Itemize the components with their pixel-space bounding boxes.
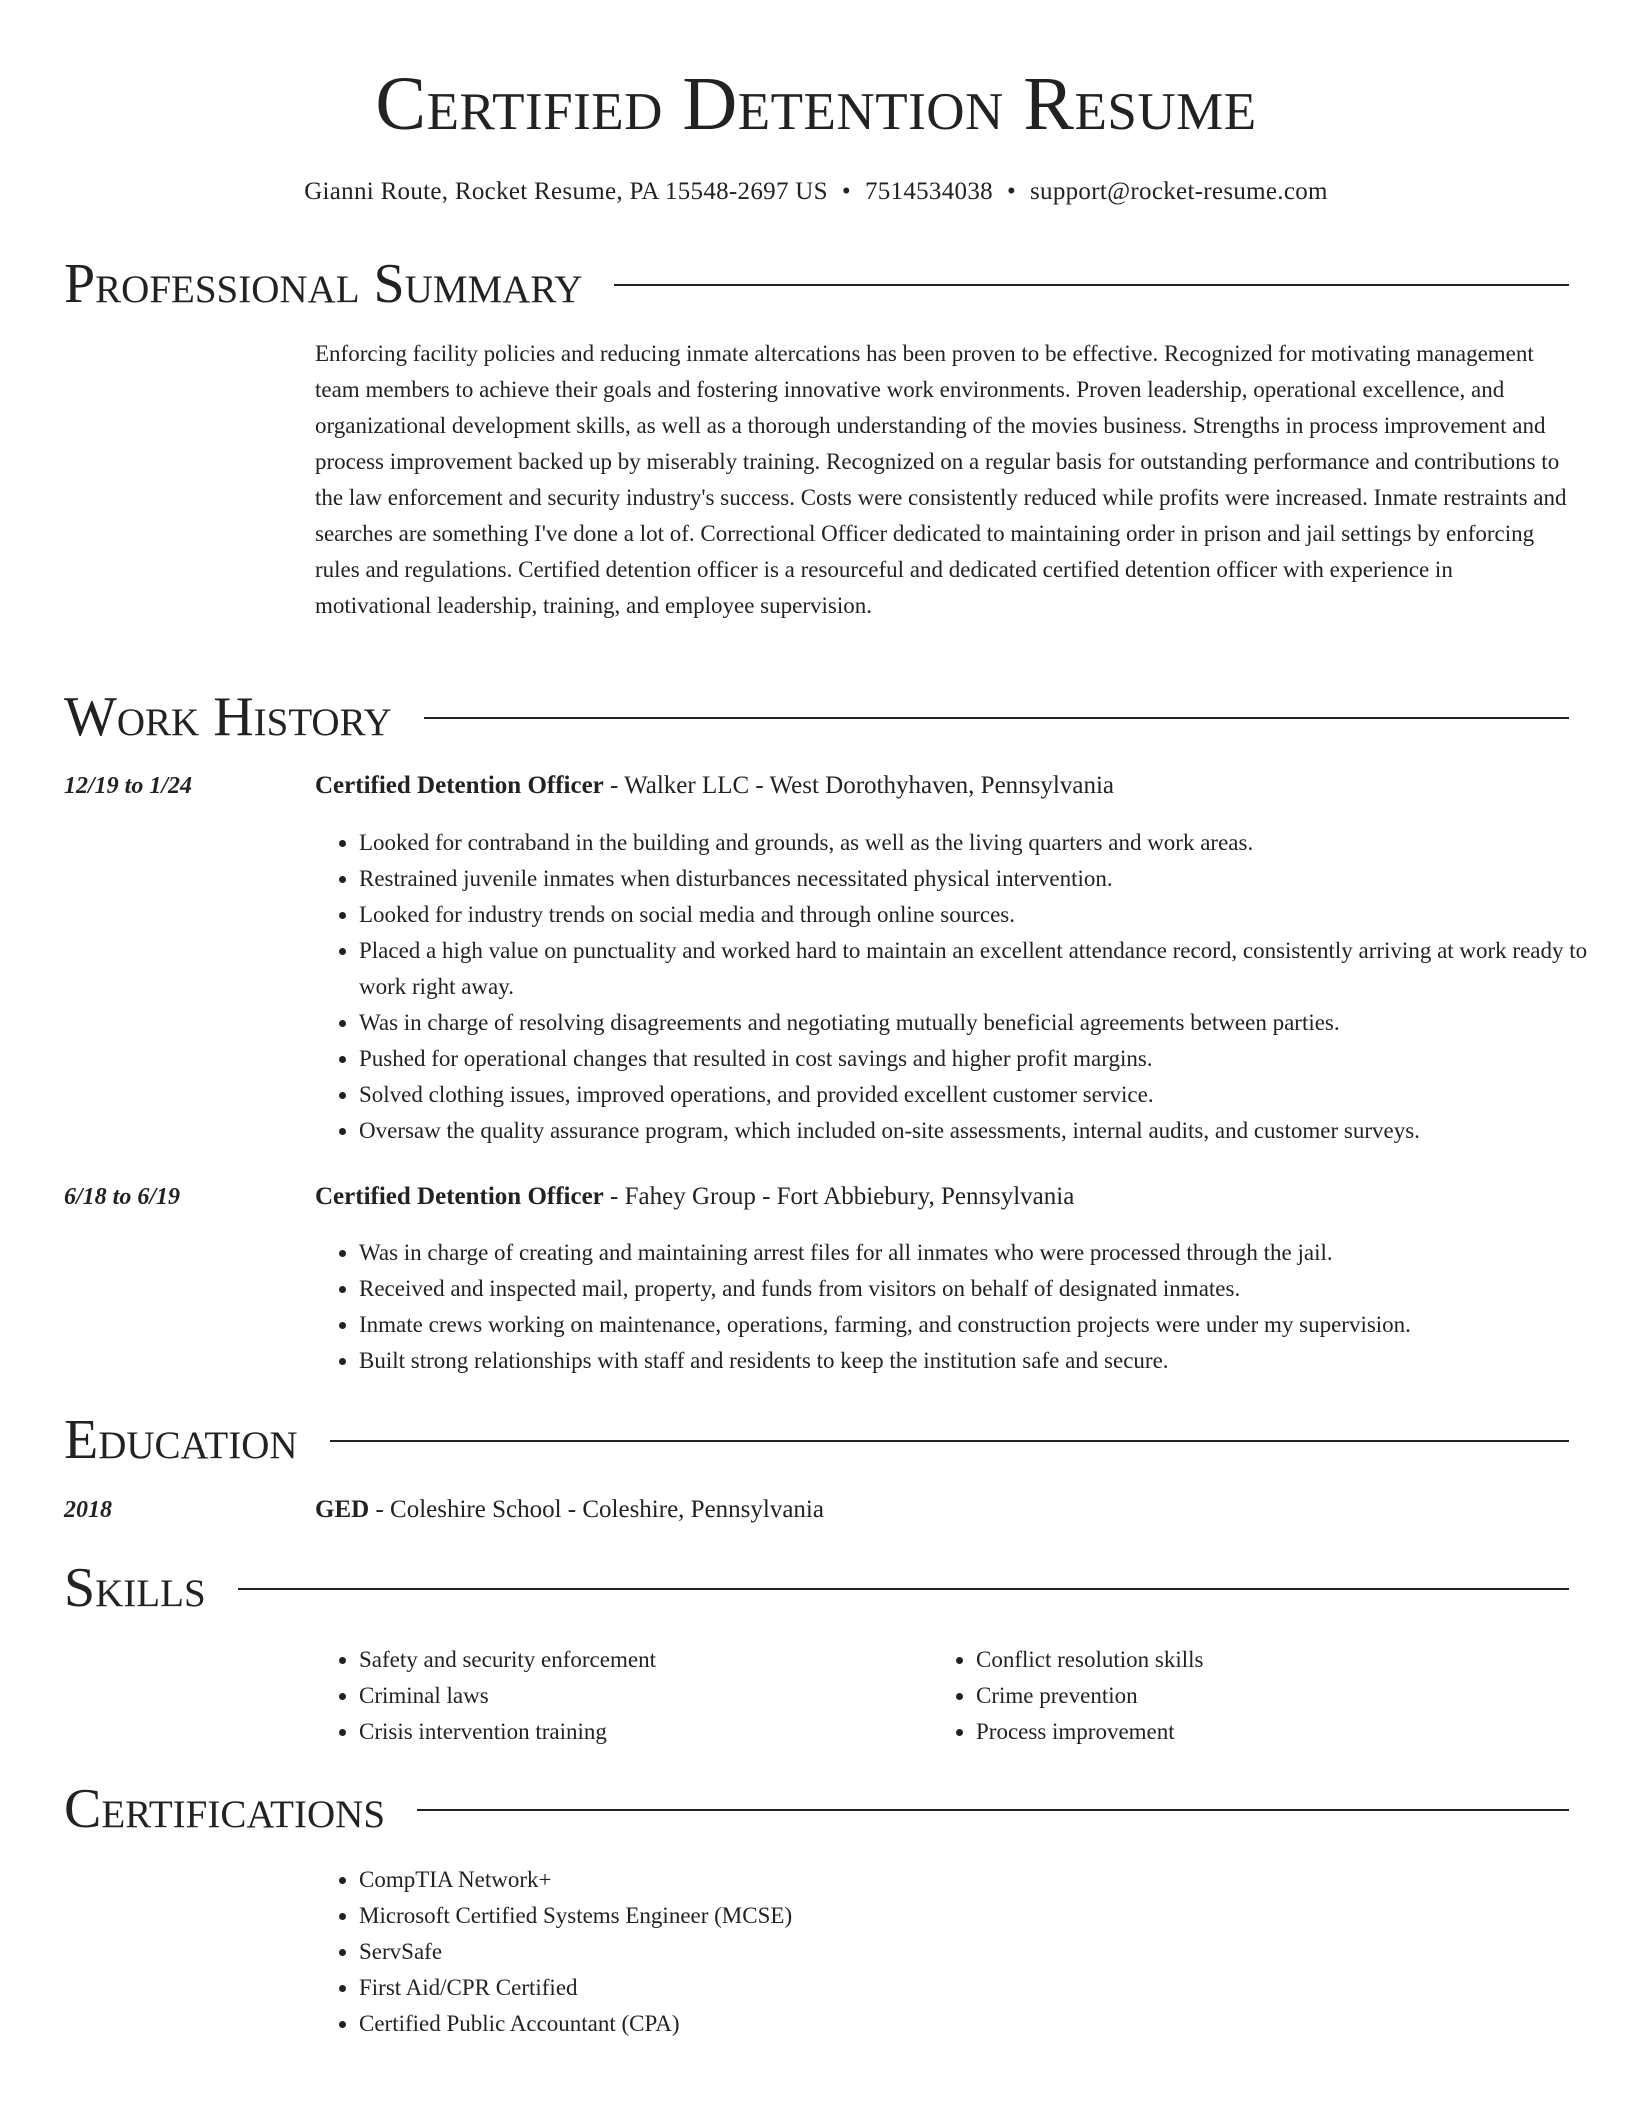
list-item: • Criminal laws — [359, 1678, 939, 1714]
job-dates: 6/18 to 6/19 — [64, 1184, 181, 1210]
list-item: • Built strong relationships with staff and residents to keep the institution safe and secure. — [359, 1343, 1613, 1379]
list-item: • ServSafe — [359, 1934, 1613, 1970]
section-header-summary — [64, 254, 1569, 314]
education-school: - Coleshire School - Coleshire, Pennsylvania — [369, 1496, 824, 1523]
section-title: Skills — [64, 1557, 206, 1619]
contact-line — [0, 176, 1632, 208]
skills-list-left — [315, 1642, 939, 1750]
certifications-list — [315, 1862, 1613, 2042]
section-title: Professional Summary — [64, 253, 583, 315]
list-item: • Oversaw the quality assurance program, which included on-site assessments, internal audits, and customer surveys. — [359, 1113, 1613, 1149]
section-divider — [417, 1809, 1569, 1811]
list-item: • Conflict resolution skills — [976, 1642, 1576, 1678]
job-bullets — [315, 825, 1613, 1149]
contact-email: support@rocket-resume.com — [1030, 178, 1328, 205]
list-item: • Placed a high value on punctuality and worked hard to maintain an excellent attendance record, consistently arriving at work ready to work right away. — [359, 933, 1613, 1005]
list-item: • Looked for contraband in the building and grounds, as well as the living quarters and work areas. — [359, 825, 1613, 861]
list-item: • Received and inspected mail, property, and funds from visitors on behalf of designated inmates. — [359, 1271, 1613, 1307]
section-divider — [614, 284, 1569, 286]
job-title: Certified Detention Officer — [315, 1183, 604, 1210]
list-item: • Was in charge of resolving disagreements and negotiating mutually beneficial agreements between parties. — [359, 1005, 1613, 1041]
job-employer: - Walker LLC - West Dorothyhaven, Pennsylvania — [603, 772, 1114, 799]
job-title: Certified Detention Officer — [315, 772, 604, 799]
job-employer: - Fahey Group - Fort Abbiebury, Pennsylvania — [603, 1183, 1075, 1210]
list-item: • Solved clothing issues, improved operations, and provided excellent customer service. — [359, 1077, 1613, 1113]
section-header-work-history — [64, 687, 1569, 747]
section-divider — [330, 1440, 1569, 1442]
section-title: Work History — [64, 686, 392, 748]
section-title: Certifications — [64, 1778, 386, 1840]
education-year: 2018 — [64, 1497, 112, 1523]
list-item: • Process improvement — [976, 1714, 1576, 1750]
resume-title: Certified Detention Resume — [375, 62, 1257, 146]
list-item: • Crisis intervention training — [359, 1714, 939, 1750]
job-title-line — [315, 1181, 1569, 1213]
skills-list-right — [932, 1642, 1576, 1750]
list-item: • Microsoft Certified Systems Engineer (MCSE) — [359, 1898, 1613, 1934]
section-header-skills — [64, 1558, 1569, 1618]
section-divider — [238, 1588, 1569, 1590]
section-header-certifications — [64, 1779, 1569, 1839]
section-title: Education — [64, 1409, 298, 1471]
list-item: • CompTIA Network+ — [359, 1862, 1613, 1898]
list-item: • Looked for industry trends on social media and through online sources. — [359, 897, 1613, 933]
list-item: • First Aid/CPR Certified — [359, 1970, 1613, 2006]
list-item: • Crime prevention — [976, 1678, 1576, 1714]
education-line — [315, 1494, 1569, 1526]
job-bullets — [315, 1235, 1613, 1379]
list-item: • Safety and security enforcement — [359, 1642, 939, 1678]
list-item: • Pushed for operational changes that resulted in cost savings and higher profit margins. — [359, 1041, 1613, 1077]
contact-separator: • — [841, 178, 851, 205]
summary-text: Enforcing facility policies and reducing inmate altercations has been proven to be effective. Recognized for motivating management team members to achieve their goals and fostering innovative work environments. Proven leadership, operational excellence, and organizational development skills, as well as a thorough understanding of the movies business. Strengths in process improvement and process improvement backed up by miserably training. Recognized on a regular basis for outstanding performance and contributions to the law enforcement and security industry's success. Costs were consistently reduced while profits were increased. Inmate restraints and searches are something I've done a lot of. Correctional Officer dedicated to maintaining order in prison and jail settings by enforcing rules and regulations. Certified detention officer is a resourceful and dedicated certified detention officer with experience in motivational leadership, training, and employee supervision. — [315, 341, 1567, 618]
list-item: • Was in charge of creating and maintaining arrest files for all inmates who were processed through the jail. — [359, 1235, 1613, 1271]
list-item: • Certified Public Accountant (CPA) — [359, 2006, 1613, 2042]
contact-phone: 7514534038 — [864, 178, 993, 205]
list-item: • Inmate crews working on maintenance, operations, farming, and construction projects were under my supervision. — [359, 1307, 1613, 1343]
list-item: • Restrained juvenile inmates when disturbances necessitated physical intervention. — [359, 861, 1613, 897]
job-dates: 12/19 to 1/24 — [64, 773, 193, 799]
section-header-education — [64, 1410, 1569, 1470]
job-title-line — [315, 770, 1569, 802]
education-degree: GED — [315, 1496, 370, 1523]
section-divider — [424, 717, 1569, 719]
contact-address: Gianni Route, Rocket Resume, PA 15548-2697 US — [304, 178, 828, 205]
contact-separator: • — [1006, 178, 1016, 205]
